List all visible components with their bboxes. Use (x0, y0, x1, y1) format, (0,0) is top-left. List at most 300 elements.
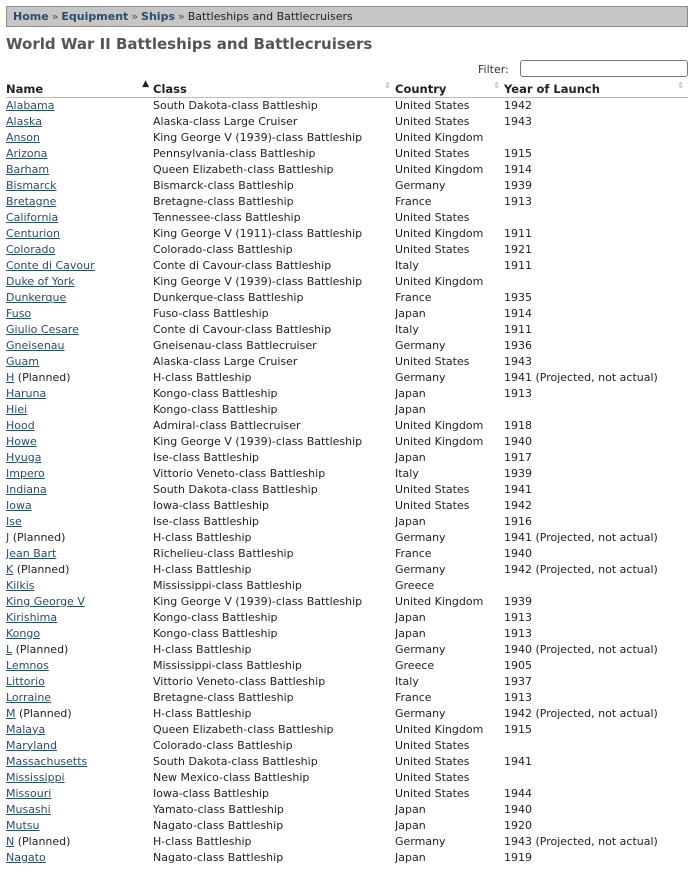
cell-year: 1911 (504, 258, 532, 272)
cell-country: Japan (395, 850, 426, 864)
ship-name-link[interactable]: Kilkis (6, 578, 35, 592)
ship-name-link[interactable]: Kirishima (6, 610, 58, 624)
column-header-country-label: Country (395, 81, 447, 96)
table-row (6, 833, 688, 849)
cell-class: Yamato-class Battleship (153, 802, 284, 816)
cell-country: Germany (395, 370, 446, 384)
ship-name-link[interactable]: Guam (6, 354, 39, 368)
ship-name-link[interactable]: Dunkerque (6, 290, 67, 304)
table-header-row (6, 81, 688, 97)
cell-name (6, 609, 153, 625)
cell-country: France (395, 690, 432, 704)
table-row (6, 657, 688, 673)
ship-name-link[interactable]: Hiei (6, 402, 28, 416)
cell-country: Japan (395, 818, 426, 832)
table-row (6, 753, 688, 769)
cell-class: King George V (1911)-class Battleship (153, 226, 363, 240)
cell-year: 1911 (504, 226, 532, 240)
ship-name-link[interactable]: Maryland (6, 738, 58, 752)
cell-year (504, 401, 688, 417)
cell-name (6, 337, 153, 353)
ship-name-link[interactable]: Jean Bart (6, 546, 57, 560)
cell-class: Alaska-class Large Cruiser (153, 354, 298, 368)
filter-label: Filter: (478, 63, 509, 76)
breadcrumb-separator: » (51, 10, 59, 23)
cell-name (6, 641, 153, 657)
cell-class: H-class Battleship (153, 706, 252, 720)
cell-year: 1914 (504, 306, 532, 320)
table-row (6, 673, 688, 689)
cell-year: 1940 (504, 434, 532, 448)
cell-year: 1917 (504, 450, 532, 464)
cell-name (6, 193, 153, 209)
cell-country: Italy (395, 674, 419, 688)
cell-year: 1916 (504, 514, 532, 528)
table-row (6, 257, 688, 273)
ship-name-link[interactable]: H (6, 370, 15, 384)
cell-name (6, 833, 153, 849)
table-row (6, 321, 688, 337)
cell-name (6, 385, 153, 401)
table-row (6, 801, 688, 817)
cell-year: 1914 (504, 162, 532, 176)
cell-class: Nagato-class Battleship (153, 818, 284, 832)
cell-country: United Kingdom (395, 418, 484, 432)
table-row (6, 689, 688, 705)
cell-year: 1942 (Projected, not actual) (504, 562, 658, 576)
ships-table (6, 81, 688, 865)
cell-name (6, 129, 153, 145)
cell-country: Germany (395, 338, 446, 352)
cell-year: 1940 (504, 546, 532, 560)
cell-year: 1944 (504, 786, 532, 800)
ship-name-link[interactable]: Alaska (6, 114, 42, 128)
cell-class: Nagato-class Battleship (153, 850, 284, 864)
breadcrumb (6, 6, 688, 27)
table-row (6, 97, 688, 113)
ship-name-link[interactable]: Kongo (6, 626, 41, 640)
cell-year: 1913 (504, 610, 532, 624)
table-row (6, 369, 688, 385)
cell-country: United States (395, 482, 470, 496)
cell-name (6, 433, 153, 449)
cell-country: United Kingdom (395, 722, 484, 736)
cell-year: 1943 (504, 354, 532, 368)
sort-both-icon: ⇕ (384, 81, 391, 90)
cell-class: Richelieu-class Battleship (153, 546, 294, 560)
cell-name (6, 801, 153, 817)
cell-name (6, 577, 153, 593)
cell-country: United States (395, 738, 470, 752)
cell-country: Japan (395, 450, 426, 464)
cell-country: United States (395, 354, 470, 368)
cell-country: United Kingdom (395, 274, 484, 288)
cell-year (504, 129, 688, 145)
cell-class: Bismarck-class Battleship (153, 178, 294, 192)
ship-name-link[interactable]: Haruna (6, 386, 47, 400)
table-row (6, 609, 688, 625)
cell-name (6, 289, 153, 305)
cell-country: Germany (395, 562, 446, 576)
cell-class: King George V (1939)-class Battleship (153, 274, 363, 288)
cell-name (6, 417, 153, 433)
cell-country: United States (395, 242, 470, 256)
ship-name-note: (Planned) (12, 642, 69, 656)
column-header-year[interactable] (504, 81, 688, 97)
cell-class: Mississippi-class Battleship (153, 658, 302, 672)
ship-name-link[interactable]: Giulio Cesare (6, 322, 79, 336)
cell-name (6, 721, 153, 737)
ship-name-link[interactable]: King George V (6, 594, 85, 608)
cell-country: United States (395, 786, 470, 800)
cell-class: Queen Elizabeth-class Battleship (153, 162, 334, 176)
table-row (6, 129, 688, 145)
cell-name (6, 369, 153, 385)
ship-name-link[interactable]: Mississippi (6, 770, 65, 784)
cell-class: King George V (1939)-class Battleship (153, 434, 363, 448)
cell-year: 1940 (504, 802, 532, 816)
cell-name (6, 225, 153, 241)
cell-class: H-class Battleship (153, 530, 252, 544)
table-row (6, 641, 688, 657)
cell-country: Germany (395, 706, 446, 720)
cell-year (504, 769, 688, 785)
sort-both-icon: ⇕ (493, 81, 500, 90)
cell-year: 1920 (504, 818, 532, 832)
ship-name-link[interactable]: Littorio (6, 674, 45, 688)
cell-country: Japan (395, 306, 426, 320)
ship-name-link[interactable]: Bismarck (6, 178, 57, 192)
cell-country: United States (395, 770, 470, 784)
ship-name-note: (Planned) (9, 530, 66, 544)
ship-name-link[interactable]: K (6, 562, 14, 576)
breadcrumb-current: Battleships and Battlecruisers (187, 10, 353, 23)
cell-year: 1939 (504, 466, 532, 480)
ship-name-note: (Planned) (14, 370, 71, 384)
table-row (6, 849, 688, 865)
cell-class: King George V (1939)-class Battleship (153, 594, 363, 608)
breadcrumb-ships-link[interactable]: Ships (141, 10, 175, 23)
cell-name (6, 513, 153, 529)
cell-name (6, 321, 153, 337)
cell-country: United States (395, 498, 470, 512)
ship-name-link[interactable]: Barham (6, 162, 50, 176)
cell-name (6, 145, 153, 161)
cell-name (6, 497, 153, 513)
cell-class: South Dakota-class Battleship (153, 482, 318, 496)
breadcrumb-home-link[interactable]: Home (13, 10, 49, 23)
ship-name-note: (Planned) (13, 562, 70, 576)
cell-year: 1935 (504, 290, 532, 304)
cell-class: Admiral-class Battlecruiser (153, 418, 301, 432)
table-row (6, 353, 688, 369)
column-header-country[interactable] (395, 81, 504, 97)
ship-name-link[interactable]: Hyuga (6, 450, 42, 464)
table-row (6, 625, 688, 641)
cell-name (6, 113, 153, 129)
table-row (6, 497, 688, 513)
cell-year: 1905 (504, 658, 532, 672)
cell-name (6, 481, 153, 497)
table-row (6, 817, 688, 833)
cell-country: United States (395, 754, 470, 768)
cell-name (6, 769, 153, 785)
table-row (6, 705, 688, 721)
ship-name-link[interactable]: Musashi (6, 802, 51, 816)
cell-year (504, 577, 688, 593)
ship-name-link[interactable]: M (6, 706, 16, 720)
cell-name (6, 737, 153, 753)
ship-name-link[interactable]: Lorraine (6, 690, 52, 704)
cell-country: Japan (395, 802, 426, 816)
table-row (6, 193, 688, 209)
column-header-year-label: Year of Launch (504, 81, 600, 96)
table-row (6, 113, 688, 129)
ship-name-link[interactable]: L (6, 642, 13, 656)
table-row (6, 769, 688, 785)
ship-name-link[interactable]: Mutsu (6, 818, 40, 832)
cell-class: Colorado-class Battleship (153, 738, 293, 752)
cell-class: New Mexico-class Battleship (153, 770, 310, 784)
cell-class: Ise-class Battleship (153, 514, 259, 528)
cell-class: Queen Elizabeth-class Battleship (153, 722, 334, 736)
cell-name (6, 257, 153, 273)
cell-class: Pennsylvania-class Battleship (153, 146, 316, 160)
cell-country: United Kingdom (395, 130, 484, 144)
ship-name-link[interactable]: Centurion (6, 226, 60, 240)
table-row (6, 289, 688, 305)
cell-name (6, 593, 153, 609)
cell-name (6, 545, 153, 561)
cell-class: Fuso-class Battleship (153, 306, 269, 320)
cell-name (6, 177, 153, 193)
cell-year: 1940 (Projected, not actual) (504, 642, 658, 656)
cell-year (504, 737, 688, 753)
cell-name (6, 529, 153, 545)
cell-class: H-class Battleship (153, 834, 252, 848)
cell-class: H-class Battleship (153, 642, 252, 656)
cell-country: United Kingdom (395, 162, 484, 176)
ship-name-link[interactable]: Colorado (6, 242, 56, 256)
cell-name (6, 657, 153, 673)
cell-year: 1913 (504, 386, 532, 400)
cell-year: 1943 (504, 114, 532, 128)
ship-name-link[interactable]: Fuso (6, 306, 32, 320)
cell-year: 1943 (Projected, not actual) (504, 834, 658, 848)
cell-class: Colorado-class Battleship (153, 242, 293, 256)
table-row (6, 161, 688, 177)
table-row (6, 785, 688, 801)
ship-name-link[interactable]: Alabama (6, 98, 55, 112)
cell-class: South Dakota-class Battleship (153, 98, 318, 112)
table-row (6, 721, 688, 737)
ship-name-link[interactable]: Arizona (6, 146, 48, 160)
ship-name-link[interactable]: Bretagne (6, 194, 57, 208)
ship-name-link[interactable]: Nagato (6, 850, 46, 864)
cell-country: United Kingdom (395, 226, 484, 240)
cell-class: Iowa-class Battleship (153, 498, 269, 512)
cell-year: 1941 (504, 482, 532, 496)
ship-name-link[interactable]: Massachusetts (6, 754, 88, 768)
ship-name-link[interactable]: N (6, 834, 15, 848)
cell-country: Germany (395, 178, 446, 192)
table-row (6, 417, 688, 433)
cell-year: 1913 (504, 194, 532, 208)
ship-name-link[interactable]: Howe (6, 434, 37, 448)
ship-name-link[interactable]: Lemnos (6, 658, 49, 672)
cell-country: United States (395, 114, 470, 128)
ship-name-link[interactable]: Gneisenau (6, 338, 65, 352)
cell-name (6, 305, 153, 321)
cell-name (6, 161, 153, 177)
column-header-name[interactable] (6, 81, 153, 97)
column-header-class[interactable] (153, 81, 395, 97)
table-row (6, 465, 688, 481)
cell-class: Conte di Cavour-class Battleship (153, 258, 332, 272)
cell-name (6, 241, 153, 257)
cell-class: Conte di Cavour-class Battleship (153, 322, 332, 336)
cell-year: 1915 (504, 146, 532, 160)
cell-country: Germany (395, 530, 446, 544)
ship-name-link[interactable]: Malaya (6, 722, 46, 736)
cell-name (6, 625, 153, 641)
cell-country: Japan (395, 386, 426, 400)
cell-country: Japan (395, 402, 426, 416)
cell-country: France (395, 546, 432, 560)
breadcrumb-equipment-link[interactable]: Equipment (61, 10, 129, 23)
table-row (6, 177, 688, 193)
ship-name-link[interactable]: Anson (6, 130, 40, 144)
cell-class: H-class Battleship (153, 370, 252, 384)
table-row (6, 241, 688, 257)
sort-ascending-icon: ▲ (142, 79, 149, 89)
cell-country: United States (395, 146, 470, 160)
table-row (6, 305, 688, 321)
page-title: World War II Battleships and Battlecruisers (6, 35, 373, 53)
cell-country: Greece (395, 578, 435, 592)
ship-name-link[interactable]: Duke of York (6, 274, 75, 288)
cell-class: Kongo-class Battleship (153, 626, 278, 640)
cell-year (504, 209, 688, 225)
cell-class: Kongo-class Battleship (153, 402, 278, 416)
cell-class: Ise-class Battleship (153, 450, 259, 464)
cell-year: 1942 (Projected, not actual) (504, 706, 658, 720)
breadcrumb-separator: » (178, 10, 185, 23)
cell-year: 1942 (504, 498, 532, 512)
table-row (6, 545, 688, 561)
table-row (6, 401, 688, 417)
cell-class: H-class Battleship (153, 562, 252, 576)
ships-table-body (6, 97, 688, 865)
cell-name (6, 561, 153, 577)
table-row (6, 593, 688, 609)
breadcrumb-separator: » (131, 10, 139, 23)
table-row (6, 481, 688, 497)
cell-class: Bretagne-class Battleship (153, 690, 294, 704)
cell-country: Greece (395, 658, 435, 672)
cell-year: 1919 (504, 850, 532, 864)
cell-country: United States (395, 210, 470, 224)
cell-year: 1921 (504, 242, 532, 256)
cell-name (6, 449, 153, 465)
table-row (6, 337, 688, 353)
table-row (6, 577, 688, 593)
cell-country: Japan (395, 626, 426, 640)
table-row (6, 225, 688, 241)
ship-name-link[interactable]: Conte di Cavour (6, 258, 95, 272)
cell-name (6, 849, 153, 865)
cell-class: Vittorio Veneto-class Battleship (153, 466, 326, 480)
cell-name (6, 673, 153, 689)
cell-country: Germany (395, 642, 446, 656)
cell-name (6, 785, 153, 801)
cell-class: Alaska-class Large Cruiser (153, 114, 298, 128)
cell-year: 1918 (504, 418, 532, 432)
ship-name-link[interactable]: Impero (6, 466, 45, 480)
table-row (6, 529, 688, 545)
cell-class: Kongo-class Battleship (153, 386, 278, 400)
cell-class: Dunkerque-class Battleship (153, 290, 304, 304)
cell-year: 1941 (Projected, not actual) (504, 370, 658, 384)
ship-name-note: (Planned) (14, 834, 71, 848)
table-row (6, 273, 688, 289)
cell-class: Kongo-class Battleship (153, 610, 278, 624)
cell-country: Italy (395, 322, 419, 336)
column-header-name-label: Name (6, 81, 44, 96)
cell-class: Vittorio Veneto-class Battleship (153, 674, 326, 688)
cell-class: Tennessee-class Battleship (153, 210, 301, 224)
sort-both-icon: ⇕ (677, 81, 684, 90)
ship-name-link[interactable]: J (6, 530, 10, 544)
cell-name (6, 353, 153, 369)
table-row (6, 513, 688, 529)
ship-name-link[interactable]: Iowa (6, 498, 32, 512)
cell-name (6, 689, 153, 705)
table-row (6, 737, 688, 753)
cell-class: Iowa-class Battleship (153, 786, 269, 800)
cell-year: 1939 (504, 178, 532, 192)
table-row (6, 145, 688, 161)
cell-class: Gneisenau-class Battlecruiser (153, 338, 317, 352)
table-row (6, 209, 688, 225)
cell-name (6, 465, 153, 481)
cell-year: 1936 (504, 338, 532, 352)
cell-country: France (395, 290, 432, 304)
cell-name (6, 817, 153, 833)
cell-year: 1915 (504, 722, 532, 736)
cell-country: United Kingdom (395, 594, 484, 608)
cell-country: Japan (395, 610, 426, 624)
cell-country: Italy (395, 466, 419, 480)
table-row (6, 449, 688, 465)
cell-name (6, 97, 153, 113)
ship-name-link[interactable]: Ise (6, 514, 22, 528)
ship-name-link[interactable]: California (6, 210, 59, 224)
ship-name-link[interactable]: Indiana (6, 482, 47, 496)
cell-year: 1913 (504, 690, 532, 704)
cell-year: 1942 (504, 98, 532, 112)
ship-name-link[interactable]: Missouri (6, 786, 52, 800)
cell-country: Italy (395, 258, 419, 272)
cell-year: 1941 (Projected, not actual) (504, 530, 658, 544)
cell-class: South Dakota-class Battleship (153, 754, 318, 768)
filter-input[interactable] (520, 60, 688, 77)
ship-name-note: (Planned) (15, 706, 72, 720)
cell-year: 1911 (504, 322, 532, 336)
table-row (6, 433, 688, 449)
ship-name-link[interactable]: Hood (6, 418, 35, 432)
cell-class: Bretagne-class Battleship (153, 194, 294, 208)
